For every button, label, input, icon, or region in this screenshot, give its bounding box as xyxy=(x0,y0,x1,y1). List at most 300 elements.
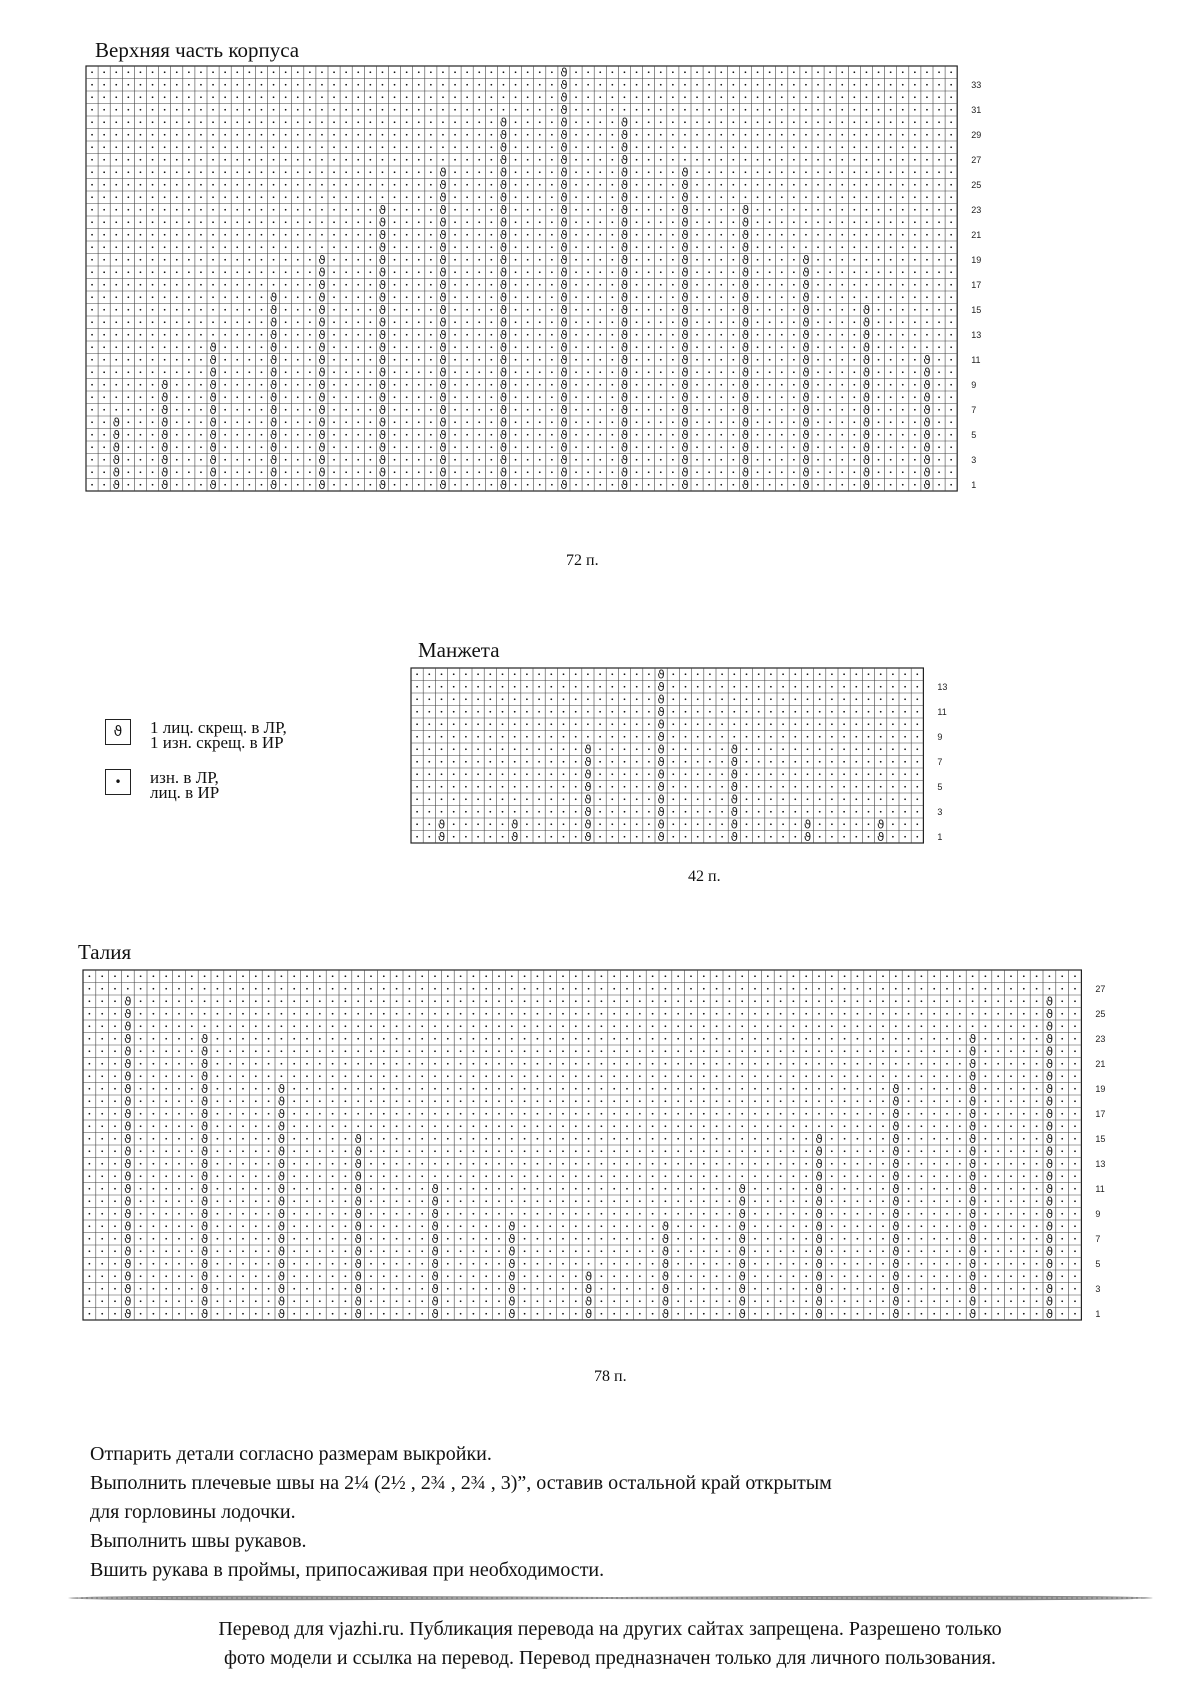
svg-text:ϑ: ϑ xyxy=(378,240,387,255)
svg-text:ϑ: ϑ xyxy=(124,1044,132,1059)
svg-text:ϑ: ϑ xyxy=(681,428,689,442)
svg-text:ϑ: ϑ xyxy=(160,465,169,480)
svg-text:ϑ: ϑ xyxy=(968,1282,977,1296)
svg-text:ϑ: ϑ xyxy=(318,440,326,455)
svg-text:ϑ: ϑ xyxy=(439,403,447,417)
svg-text:ϑ: ϑ xyxy=(968,1082,977,1096)
upper-chart-title: Верхняя часть корпуса xyxy=(95,38,300,62)
svg-text:ϑ: ϑ xyxy=(200,1307,209,1321)
svg-text:ϑ: ϑ xyxy=(862,403,871,417)
row-number: 11 xyxy=(971,354,981,365)
svg-text:ϑ: ϑ xyxy=(802,278,810,292)
svg-text:ϑ: ϑ xyxy=(354,1169,362,1184)
svg-text:ϑ: ϑ xyxy=(124,1257,132,1271)
svg-text:ϑ: ϑ xyxy=(741,353,750,367)
svg-text:ϑ: ϑ xyxy=(269,390,278,405)
svg-text:ϑ: ϑ xyxy=(209,440,217,455)
svg-text:ϑ: ϑ xyxy=(862,453,871,467)
svg-text:ϑ: ϑ xyxy=(378,403,387,417)
svg-text:ϑ: ϑ xyxy=(508,1219,516,1234)
row-number: 27 xyxy=(971,154,982,165)
svg-text:ϑ: ϑ xyxy=(741,303,750,317)
svg-text:ϑ: ϑ xyxy=(815,1132,823,1146)
svg-text:ϑ: ϑ xyxy=(738,1194,746,1209)
svg-text:ϑ: ϑ xyxy=(124,1282,132,1296)
svg-text:ϑ: ϑ xyxy=(499,178,508,192)
svg-text:ϑ: ϑ xyxy=(439,315,447,330)
svg-text:ϑ: ϑ xyxy=(354,1207,362,1221)
row-number: 13 xyxy=(971,329,982,340)
svg-text:ϑ: ϑ xyxy=(923,353,931,367)
svg-text:ϑ: ϑ xyxy=(277,1107,286,1121)
row-number: 15 xyxy=(1095,1133,1106,1144)
svg-text:ϑ: ϑ xyxy=(209,378,217,392)
twisted-stitch-legend xyxy=(150,720,287,750)
svg-text:ϑ: ϑ xyxy=(124,1219,132,1234)
svg-text:ϑ: ϑ xyxy=(620,228,629,242)
svg-text:ϑ: ϑ xyxy=(741,278,750,292)
svg-text:ϑ: ϑ xyxy=(499,353,508,367)
svg-text:ϑ: ϑ xyxy=(584,817,592,832)
svg-text:ϑ: ϑ xyxy=(862,353,871,367)
svg-text:ϑ: ϑ xyxy=(124,1007,132,1021)
svg-text:ϑ: ϑ xyxy=(892,1107,900,1121)
svg-text:ϑ: ϑ xyxy=(560,303,568,317)
svg-text:ϑ: ϑ xyxy=(741,465,750,480)
svg-text:ϑ: ϑ xyxy=(741,290,750,305)
svg-text:ϑ: ϑ xyxy=(378,253,387,267)
svg-text:ϑ: ϑ xyxy=(439,203,447,217)
svg-text:ϑ: ϑ xyxy=(1045,1132,1054,1146)
svg-text:ϑ: ϑ xyxy=(112,440,120,455)
svg-text:ϑ: ϑ xyxy=(499,253,508,267)
svg-text:ϑ: ϑ xyxy=(124,1294,132,1309)
upper-chart-grid xyxy=(86,66,1076,542)
svg-text:ϑ: ϑ xyxy=(560,78,568,92)
svg-text:ϑ: ϑ xyxy=(499,365,508,380)
svg-text:ϑ: ϑ xyxy=(620,240,629,255)
svg-text:ϑ: ϑ xyxy=(277,1307,286,1321)
svg-text:ϑ: ϑ xyxy=(508,1232,516,1246)
svg-text:ϑ: ϑ xyxy=(499,328,508,342)
svg-text:ϑ: ϑ xyxy=(269,403,278,417)
svg-text:ϑ: ϑ xyxy=(923,403,931,417)
svg-text:ϑ: ϑ xyxy=(378,365,387,380)
svg-text:ϑ: ϑ xyxy=(1045,1007,1054,1021)
svg-text:ϑ: ϑ xyxy=(730,830,738,844)
svg-text:ϑ: ϑ xyxy=(1045,1044,1054,1059)
svg-text:ϑ: ϑ xyxy=(277,1157,286,1171)
svg-text:ϑ: ϑ xyxy=(318,278,326,292)
row-number: 13 xyxy=(1095,1158,1106,1169)
svg-text:ϑ: ϑ xyxy=(560,103,568,117)
svg-text:ϑ: ϑ xyxy=(923,465,931,480)
svg-text:ϑ: ϑ xyxy=(560,165,568,180)
svg-text:ϑ: ϑ xyxy=(112,428,120,442)
svg-text:ϑ: ϑ xyxy=(437,830,446,844)
svg-text:ϑ: ϑ xyxy=(968,1307,977,1321)
svg-text:ϑ: ϑ xyxy=(815,1257,823,1271)
svg-text:ϑ: ϑ xyxy=(124,1107,132,1121)
svg-text:ϑ: ϑ xyxy=(499,240,508,255)
svg-text:ϑ: ϑ xyxy=(499,128,508,142)
svg-text:ϑ: ϑ xyxy=(112,415,120,430)
svg-text:ϑ: ϑ xyxy=(862,415,871,430)
svg-text:ϑ: ϑ xyxy=(560,240,568,255)
svg-text:ϑ: ϑ xyxy=(277,1082,286,1096)
svg-text:ϑ: ϑ xyxy=(968,1232,977,1246)
row-number: 9 xyxy=(971,379,977,390)
svg-text:ϑ: ϑ xyxy=(738,1269,746,1284)
svg-text:ϑ: ϑ xyxy=(508,1269,516,1284)
svg-text:ϑ: ϑ xyxy=(269,428,278,442)
row-number: 31 xyxy=(971,104,982,115)
svg-text:ϑ: ϑ xyxy=(862,465,871,480)
svg-text:ϑ: ϑ xyxy=(269,465,278,480)
svg-text:ϑ: ϑ xyxy=(439,340,447,355)
svg-text:ϑ: ϑ xyxy=(620,140,629,155)
svg-text:ϑ: ϑ xyxy=(378,265,387,280)
svg-text:ϑ: ϑ xyxy=(354,1182,362,1196)
svg-text:ϑ: ϑ xyxy=(584,1269,593,1284)
footer-line: Перевод для vjazhi.ru. Публикация перевода на других сайтах запрещена. Разрешено только xyxy=(218,1618,1002,1640)
svg-text:ϑ: ϑ xyxy=(661,1269,670,1284)
svg-text:ϑ: ϑ xyxy=(318,253,326,267)
note-line: Отпарить детали согласно размерам выкройки. xyxy=(90,1443,492,1465)
svg-text:ϑ: ϑ xyxy=(923,428,931,442)
svg-text:ϑ: ϑ xyxy=(560,140,568,155)
svg-text:ϑ: ϑ xyxy=(439,353,447,367)
svg-text:ϑ: ϑ xyxy=(923,478,931,492)
svg-text:ϑ: ϑ xyxy=(738,1257,746,1271)
svg-text:ϑ: ϑ xyxy=(1045,1207,1054,1221)
svg-text:ϑ: ϑ xyxy=(560,190,568,205)
svg-text:ϑ: ϑ xyxy=(318,353,326,367)
svg-text:ϑ: ϑ xyxy=(209,478,217,492)
svg-text:ϑ: ϑ xyxy=(511,817,519,832)
svg-text:ϑ: ϑ xyxy=(681,365,689,380)
svg-text:ϑ: ϑ xyxy=(923,365,931,380)
svg-text:ϑ: ϑ xyxy=(681,265,689,280)
svg-text:ϑ: ϑ xyxy=(318,340,326,355)
svg-text:ϑ: ϑ xyxy=(620,365,629,380)
svg-text:ϑ: ϑ xyxy=(124,1019,132,1034)
purl-legend-line1: изн. в ЛР, xyxy=(150,768,219,787)
svg-text:ϑ: ϑ xyxy=(968,1157,977,1171)
svg-text:ϑ: ϑ xyxy=(741,390,750,405)
svg-text:ϑ: ϑ xyxy=(738,1294,746,1309)
chart-gridlines xyxy=(83,970,1081,1320)
svg-text:ϑ: ϑ xyxy=(124,1232,132,1246)
svg-text:ϑ: ϑ xyxy=(200,1269,209,1284)
svg-text:ϑ: ϑ xyxy=(269,353,278,367)
svg-text:ϑ: ϑ xyxy=(620,428,629,442)
row-number: 3 xyxy=(971,454,977,465)
svg-text:ϑ: ϑ xyxy=(923,453,931,467)
svg-text:ϑ: ϑ xyxy=(620,453,629,467)
purl-legend-line2: лиц. в ИР xyxy=(150,783,220,802)
svg-text:ϑ: ϑ xyxy=(815,1182,823,1196)
svg-text:ϑ: ϑ xyxy=(560,403,568,417)
svg-text:ϑ: ϑ xyxy=(620,278,629,292)
svg-text:ϑ: ϑ xyxy=(738,1232,746,1246)
svg-text:ϑ: ϑ xyxy=(877,817,885,832)
svg-text:ϑ: ϑ xyxy=(738,1207,746,1221)
svg-text:ϑ: ϑ xyxy=(862,478,871,492)
svg-text:ϑ: ϑ xyxy=(661,1282,670,1296)
svg-text:ϑ: ϑ xyxy=(584,792,592,807)
svg-text:ϑ: ϑ xyxy=(277,1269,286,1284)
svg-text:ϑ: ϑ xyxy=(741,265,750,280)
svg-text:ϑ: ϑ xyxy=(499,440,508,455)
svg-text:ϑ: ϑ xyxy=(499,403,508,417)
svg-text:ϑ: ϑ xyxy=(584,805,592,819)
svg-text:ϑ: ϑ xyxy=(560,228,568,242)
svg-text:ϑ: ϑ xyxy=(620,378,629,392)
svg-text:ϑ: ϑ xyxy=(439,253,447,267)
row-number: 17 xyxy=(1095,1108,1106,1119)
svg-text:ϑ: ϑ xyxy=(200,1057,209,1071)
svg-text:ϑ: ϑ xyxy=(620,315,629,330)
svg-text:ϑ: ϑ xyxy=(378,465,387,480)
svg-text:ϑ: ϑ xyxy=(269,365,278,380)
svg-text:ϑ: ϑ xyxy=(508,1307,516,1321)
svg-text:ϑ: ϑ xyxy=(160,428,169,442)
svg-text:ϑ: ϑ xyxy=(738,1307,746,1321)
svg-text:ϑ: ϑ xyxy=(741,215,750,230)
svg-text:ϑ: ϑ xyxy=(584,767,592,782)
svg-text:ϑ: ϑ xyxy=(431,1294,439,1309)
svg-text:ϑ: ϑ xyxy=(431,1282,439,1296)
row-number: 5 xyxy=(971,429,977,440)
svg-text:ϑ: ϑ xyxy=(802,365,810,380)
svg-text:ϑ: ϑ xyxy=(378,453,387,467)
svg-text:ϑ: ϑ xyxy=(200,1144,209,1159)
svg-text:ϑ: ϑ xyxy=(160,378,169,392)
svg-text:ϑ: ϑ xyxy=(620,303,629,317)
waist-chart-title: Талия xyxy=(78,940,132,964)
svg-text:ϑ: ϑ xyxy=(620,415,629,430)
svg-text:ϑ: ϑ xyxy=(620,178,629,192)
svg-text:ϑ: ϑ xyxy=(681,203,689,217)
row-number: 1 xyxy=(1095,1308,1101,1319)
svg-text:ϑ: ϑ xyxy=(738,1219,746,1234)
svg-text:ϑ: ϑ xyxy=(378,340,387,355)
svg-text:ϑ: ϑ xyxy=(1045,1119,1054,1134)
svg-text:ϑ: ϑ xyxy=(661,1307,670,1321)
svg-text:ϑ: ϑ xyxy=(318,465,326,480)
svg-text:ϑ: ϑ xyxy=(741,428,750,442)
svg-text:ϑ: ϑ xyxy=(277,1244,286,1259)
cuff-chart-grid xyxy=(411,668,991,864)
svg-text:ϑ: ϑ xyxy=(560,278,568,292)
svg-text:ϑ: ϑ xyxy=(277,1294,286,1309)
row-number: 23 xyxy=(1095,1033,1106,1044)
svg-text:ϑ: ϑ xyxy=(499,303,508,317)
svg-text:ϑ: ϑ xyxy=(560,115,568,130)
svg-text:ϑ: ϑ xyxy=(738,1244,746,1259)
svg-text:ϑ: ϑ xyxy=(657,767,665,782)
svg-text:ϑ: ϑ xyxy=(968,1182,977,1196)
svg-text:ϑ: ϑ xyxy=(318,315,326,330)
svg-text:ϑ: ϑ xyxy=(892,1282,900,1296)
svg-text:ϑ: ϑ xyxy=(620,290,629,305)
svg-text:ϑ: ϑ xyxy=(620,403,629,417)
svg-text:ϑ: ϑ xyxy=(277,1257,286,1271)
svg-text:ϑ: ϑ xyxy=(124,1194,132,1209)
svg-text:ϑ: ϑ xyxy=(620,253,629,267)
svg-text:ϑ: ϑ xyxy=(277,1132,286,1146)
svg-text:ϑ: ϑ xyxy=(378,415,387,430)
svg-text:ϑ: ϑ xyxy=(681,215,689,230)
svg-text:ϑ: ϑ xyxy=(923,440,931,455)
svg-text:ϑ: ϑ xyxy=(508,1257,516,1271)
svg-text:ϑ: ϑ xyxy=(862,303,871,317)
svg-text:ϑ: ϑ xyxy=(681,190,689,205)
svg-text:ϑ: ϑ xyxy=(124,1207,132,1221)
svg-text:ϑ: ϑ xyxy=(741,253,750,267)
svg-text:ϑ: ϑ xyxy=(499,278,508,292)
svg-text:ϑ: ϑ xyxy=(968,1032,977,1046)
svg-text:ϑ: ϑ xyxy=(657,717,665,732)
svg-text:ϑ: ϑ xyxy=(200,1119,209,1134)
svg-text:ϑ: ϑ xyxy=(741,340,750,355)
svg-text:ϑ: ϑ xyxy=(124,1032,132,1046)
svg-text:ϑ: ϑ xyxy=(560,215,568,230)
svg-text:ϑ: ϑ xyxy=(584,755,592,769)
svg-text:ϑ: ϑ xyxy=(802,353,810,367)
svg-text:ϑ: ϑ xyxy=(124,994,132,1009)
svg-text:ϑ: ϑ xyxy=(354,1194,362,1209)
svg-text:ϑ: ϑ xyxy=(802,290,810,305)
svg-text:ϑ: ϑ xyxy=(200,1032,209,1046)
svg-text:ϑ: ϑ xyxy=(1045,1144,1054,1159)
svg-text:ϑ: ϑ xyxy=(124,1144,132,1159)
svg-text:ϑ: ϑ xyxy=(1045,1257,1054,1271)
svg-text:ϑ: ϑ xyxy=(741,315,750,330)
svg-text:ϑ: ϑ xyxy=(124,1169,132,1184)
svg-text:ϑ: ϑ xyxy=(378,390,387,405)
svg-text:ϑ: ϑ xyxy=(439,465,447,480)
svg-text:ϑ: ϑ xyxy=(439,178,447,192)
svg-text:ϑ: ϑ xyxy=(815,1244,823,1259)
svg-text:ϑ: ϑ xyxy=(269,290,278,305)
svg-text:ϑ: ϑ xyxy=(803,817,812,832)
svg-text:ϑ: ϑ xyxy=(439,290,447,305)
row-number: 25 xyxy=(1095,1008,1106,1019)
svg-text:ϑ: ϑ xyxy=(318,290,326,305)
svg-text:ϑ: ϑ xyxy=(209,453,217,467)
decorative-divider xyxy=(68,1593,1153,1603)
svg-text:ϑ: ϑ xyxy=(431,1244,439,1259)
svg-text:ϑ: ϑ xyxy=(439,165,447,180)
svg-text:ϑ: ϑ xyxy=(560,390,568,405)
svg-text:ϑ: ϑ xyxy=(277,1282,286,1296)
svg-text:ϑ: ϑ xyxy=(741,203,750,217)
svg-text:ϑ: ϑ xyxy=(124,1119,132,1134)
svg-text:ϑ: ϑ xyxy=(741,378,750,392)
svg-text:ϑ: ϑ xyxy=(431,1182,439,1196)
svg-text:ϑ: ϑ xyxy=(681,415,689,430)
svg-text:ϑ: ϑ xyxy=(318,478,326,492)
svg-text:ϑ: ϑ xyxy=(378,328,387,342)
svg-text:ϑ: ϑ xyxy=(560,478,568,492)
svg-text:ϑ: ϑ xyxy=(124,1269,132,1284)
svg-text:ϑ: ϑ xyxy=(378,290,387,305)
svg-text:ϑ: ϑ xyxy=(730,767,738,782)
svg-text:ϑ: ϑ xyxy=(124,1244,132,1259)
row-number: 21 xyxy=(971,229,982,240)
svg-text:ϑ: ϑ xyxy=(318,390,326,405)
svg-text:ϑ: ϑ xyxy=(803,830,812,844)
svg-text:ϑ: ϑ xyxy=(269,315,278,330)
svg-text:ϑ: ϑ xyxy=(802,428,810,442)
svg-text:ϑ: ϑ xyxy=(209,340,217,355)
svg-text:ϑ: ϑ xyxy=(124,1157,132,1171)
row-number: 1 xyxy=(937,831,943,842)
svg-text:ϑ: ϑ xyxy=(378,278,387,292)
svg-text:ϑ: ϑ xyxy=(730,742,738,757)
svg-text:ϑ: ϑ xyxy=(1045,1232,1054,1246)
twisted-stitch-symbol-icon: ϑ xyxy=(105,719,131,745)
svg-text:ϑ: ϑ xyxy=(892,1207,900,1221)
svg-text:ϑ: ϑ xyxy=(681,178,689,192)
svg-text:ϑ: ϑ xyxy=(160,478,169,492)
purl-stitch-legend xyxy=(150,770,219,800)
svg-text:ϑ: ϑ xyxy=(378,428,387,442)
svg-text:ϑ: ϑ xyxy=(1045,1182,1054,1196)
svg-text:ϑ: ϑ xyxy=(354,1282,362,1296)
svg-text:ϑ: ϑ xyxy=(892,1307,900,1321)
svg-text:ϑ: ϑ xyxy=(657,792,665,807)
svg-text:ϑ: ϑ xyxy=(620,165,629,180)
upper-chart-caption: 72 п. xyxy=(566,552,599,569)
svg-text:ϑ: ϑ xyxy=(802,303,810,317)
svg-text:ϑ: ϑ xyxy=(738,1282,746,1296)
svg-text:ϑ: ϑ xyxy=(661,1294,670,1309)
svg-text:ϑ: ϑ xyxy=(431,1307,439,1321)
svg-text:ϑ: ϑ xyxy=(661,1244,670,1259)
svg-text:ϑ: ϑ xyxy=(431,1269,439,1284)
svg-text:ϑ: ϑ xyxy=(620,265,629,280)
svg-text:ϑ: ϑ xyxy=(269,328,278,342)
svg-text:ϑ: ϑ xyxy=(209,365,217,380)
svg-text:ϑ: ϑ xyxy=(657,805,665,819)
svg-text:ϑ: ϑ xyxy=(499,228,508,242)
svg-text:ϑ: ϑ xyxy=(802,315,810,330)
svg-text:ϑ: ϑ xyxy=(209,465,217,480)
svg-text:ϑ: ϑ xyxy=(661,1219,670,1234)
svg-text:ϑ: ϑ xyxy=(1045,1269,1054,1284)
svg-text:ϑ: ϑ xyxy=(439,478,447,492)
svg-text:ϑ: ϑ xyxy=(730,755,738,769)
svg-text:ϑ: ϑ xyxy=(160,453,169,467)
svg-text:ϑ: ϑ xyxy=(560,415,568,430)
svg-text:ϑ: ϑ xyxy=(560,128,568,142)
svg-text:ϑ: ϑ xyxy=(1045,994,1054,1009)
svg-text:ϑ: ϑ xyxy=(802,328,810,342)
svg-text:ϑ: ϑ xyxy=(661,1257,670,1271)
svg-text:ϑ: ϑ xyxy=(892,1169,900,1184)
footer-line: фото модели и ссылка на перевод. Перевод предназначен только для личного пользования. xyxy=(223,1647,997,1669)
svg-text:ϑ: ϑ xyxy=(499,390,508,405)
svg-text:ϑ: ϑ xyxy=(1045,1219,1054,1234)
svg-text:ϑ: ϑ xyxy=(277,1182,286,1196)
svg-text:ϑ: ϑ xyxy=(862,365,871,380)
row-number: 25 xyxy=(971,179,982,190)
svg-text:ϑ: ϑ xyxy=(439,278,447,292)
svg-text:ϑ: ϑ xyxy=(892,1132,900,1146)
